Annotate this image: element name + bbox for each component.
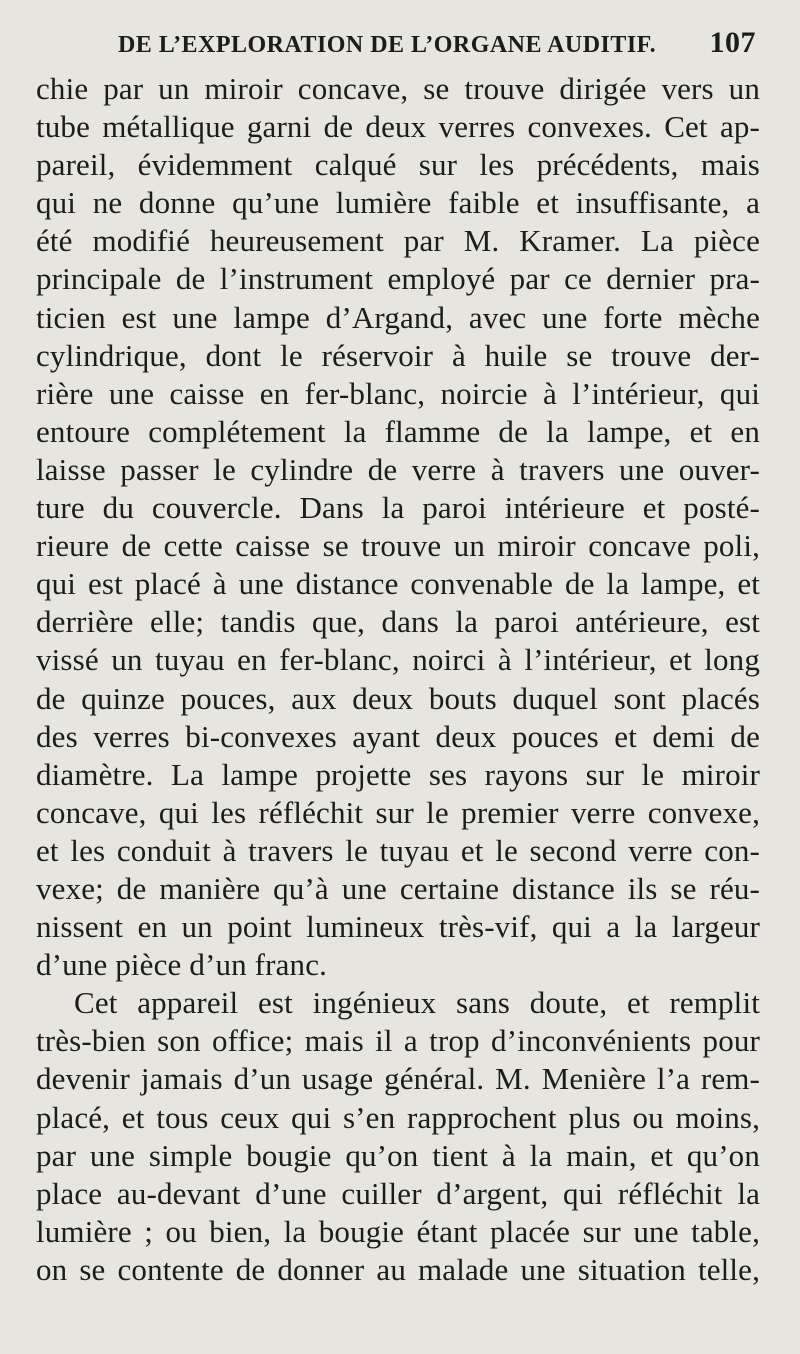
text-line: par une simple bougie qu’on tient à la main, et qu’on [36,1137,760,1173]
text-line: nissent en un point lumineux très-vif, qui a la largeur [36,909,760,945]
text-line: vissé un tuyau en fer-blanc, noirci à l’intérieur, et long [36,642,760,678]
text-line: qui ne donne qu’une lumière faible et insuffisante, a [36,185,760,221]
text-line: chie par un miroir concave, se trouve dirigée vers un [36,71,760,106]
body-text [36,70,760,1289]
text-line: été modifié heureusement par M. Kramer. La pièce [36,223,760,259]
text-line: placé, et tous ceux qui s’en rapprochent plus ou moins, [36,1099,760,1135]
text-line: place au-devant d’une cuiller d’argent, qui réfléchit la [36,1175,760,1211]
paragraph-2 [36,984,760,1289]
text-line: derrière elle; tandis que, dans la paroi antérieure, est [36,604,760,640]
text-line: lumière ; ou bien, la bougie étant placée sur une table, [36,1213,760,1249]
text-line: vexe; de manière qu’à une certaine distance ils se réu- [36,870,760,906]
text-line: pareil, évidemment calqué sur les précédents, mais [36,147,760,183]
text-line: diamètre. La lampe projette ses rayons sur le miroir [36,756,760,792]
text-line: entoure complétement la flamme de la lampe, et en [36,413,760,449]
text-line: concave, qui les réfléchit sur le premier verre convexe, [36,794,760,830]
running-title: DE L’EXPLORATION DE L’ORGANE AUDITIF. [118,32,657,58]
text-line: très-bien son office; mais il a trop d’inconvénients pour [36,1023,760,1059]
text-line: tube métallique garni de deux verres convexes. Cet ap- [36,109,760,145]
text-line: de quinze pouces, aux deux bouts duquel sont placés [36,680,760,716]
text-line: on se contente de donner au malade une situation telle, [36,1251,760,1287]
text-line: qui est placé à une distance convenable de la lampe, et [36,566,760,602]
text-line: cylindrique, dont le réservoir à huile se trouve der- [36,337,760,373]
text-line: principale de l’instrument employé par ce dernier pra- [36,261,760,297]
text-line: rière une caisse en fer-blanc, noircie à l’intérieur, qui [36,375,760,411]
text-line: des verres bi-convexes ayant deux pouces et demi de [36,718,760,754]
text-line: laisse passer le cylindre de verre à travers une ouver- [36,451,760,487]
running-head [118,26,756,60]
text-line: et les conduit à travers le tuyau et le second verre con- [36,832,760,868]
text-line: ture du couvercle. Dans la paroi intérieure et posté- [36,490,760,526]
text-line: d’une pièce d’un franc. [36,947,328,983]
text-line: devenir jamais d’un usage général. M. Menière l’a rem- [36,1061,760,1097]
text-line: rieure de cette caisse se trouve un miroir concave poli, [36,528,760,564]
page-number: 107 [709,26,756,59]
text-line: Cet appareil est ingénieux sans doute, et remplit [74,985,760,1021]
text-line: ticien est une lampe d’Argand, avec une forte mèche [36,299,760,335]
paragraph-1 [36,70,760,984]
